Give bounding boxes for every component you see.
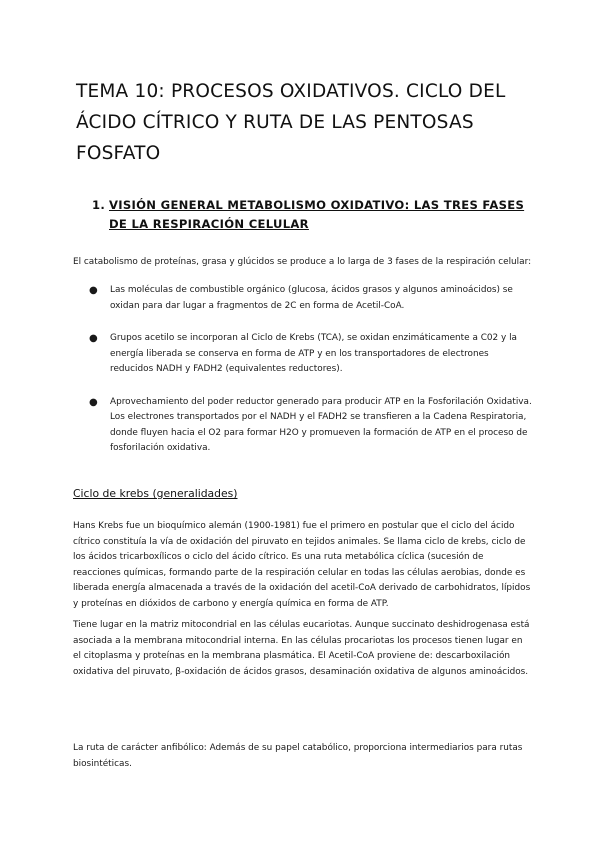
list-item bbox=[73, 331, 533, 378]
paragraph: Hans Krebs fue un bioquímico alemán (1900-1981) fue el primero en postular que el ciclo del ácido cítrico constituía la vía de oxidación del piruvato en tejidos animales. Se llama ciclo de krebs, ciclo de los ácidos tricarboxílicos o ciclo del ácido cítrico. Es una ruta metabólica cíclica (sucesión de reacciones químicas, formando parte de la respiración celular en todas las células aerobias, donde es liberada energía almacenada a través de la oxidación del acetil-CoA derivado de carbohidratos, lípidos y proteínas en dióxidos de carbono y energía química en forma de ATP. bbox=[73, 521, 531, 609]
list-item-text: Aprovechamiento del poder reductor generado para producir ATP en la Fosforilación Oxidativa. Los electrones transportados por el NADH y el FADH2 se transfieren a la Cadena Respiratoria, donde fluyen hacia el O2 para formar H2O y promueven la formación de ATP en el proceso de fosforilación oxidativa. bbox=[110, 396, 532, 453]
paragraph: La ruta de carácter anfibólico: Además de su papel catabólico, proporciona intermediarios para rutas biosintéticas. bbox=[73, 743, 523, 769]
bullet-icon: ● bbox=[89, 396, 98, 408]
list-item bbox=[73, 283, 533, 314]
subheading: Ciclo de krebs (generalidades) bbox=[73, 487, 238, 500]
list-item bbox=[73, 395, 533, 457]
bullet-icon: ● bbox=[89, 333, 98, 344]
list-item-text: Las moléculas de combustible orgánico (glucosa, ácidos grasos y algunos aminoácidos) se oxidan para dar lugar a fragmentos de 2C en forma de Acetil-CoA. bbox=[110, 285, 513, 311]
list-item-text: Grupos acetilo se incorporan al Ciclo de Krebs (TCA), se oxidan enzimáticamente a C02 y la energía liberada se conserva en forma de ATP y en los transportadores de electrones reducidos NADH y FADH2 (equivalentes reductores). bbox=[110, 333, 517, 374]
intro-paragraph: El catabolismo de proteínas, grasa y glúcidos se produce a lo larga de 3 fases de la respiración celular: bbox=[73, 257, 532, 267]
section-heading bbox=[92, 196, 532, 234]
paragraph: Tiene lugar en la matriz mitocondrial en las células eucariotas. Aunque succinato deshidrogenasa está asociada a la membrana mitocondrial interna. En las células procariotas los procesos tienen lugar en el citoplasma y proteínas en la membrana plasmática. El Acetil-CoA proviene de: descarboxilación oxidativa del piruvato, β-oxidación de ácidos grasos, desaminación oxidativa de algunos aminoácidos. bbox=[73, 620, 530, 677]
section-heading-text: VISIÓN GENERAL METABOLISMO OXIDATIVO: LAS TRES FASES DE LA RESPIRACIÓN CELULAR bbox=[109, 198, 525, 231]
page-title: TEMA 10: PROCESOS OXIDATIVOS. CICLO DEL ÁCIDO CÍTRICO Y RUTA DE LAS PENTOSAS FOSFATO bbox=[76, 81, 506, 164]
section-number: 1. bbox=[92, 198, 106, 212]
bullet-list bbox=[73, 283, 533, 457]
bullet-icon: ● bbox=[89, 285, 98, 296]
